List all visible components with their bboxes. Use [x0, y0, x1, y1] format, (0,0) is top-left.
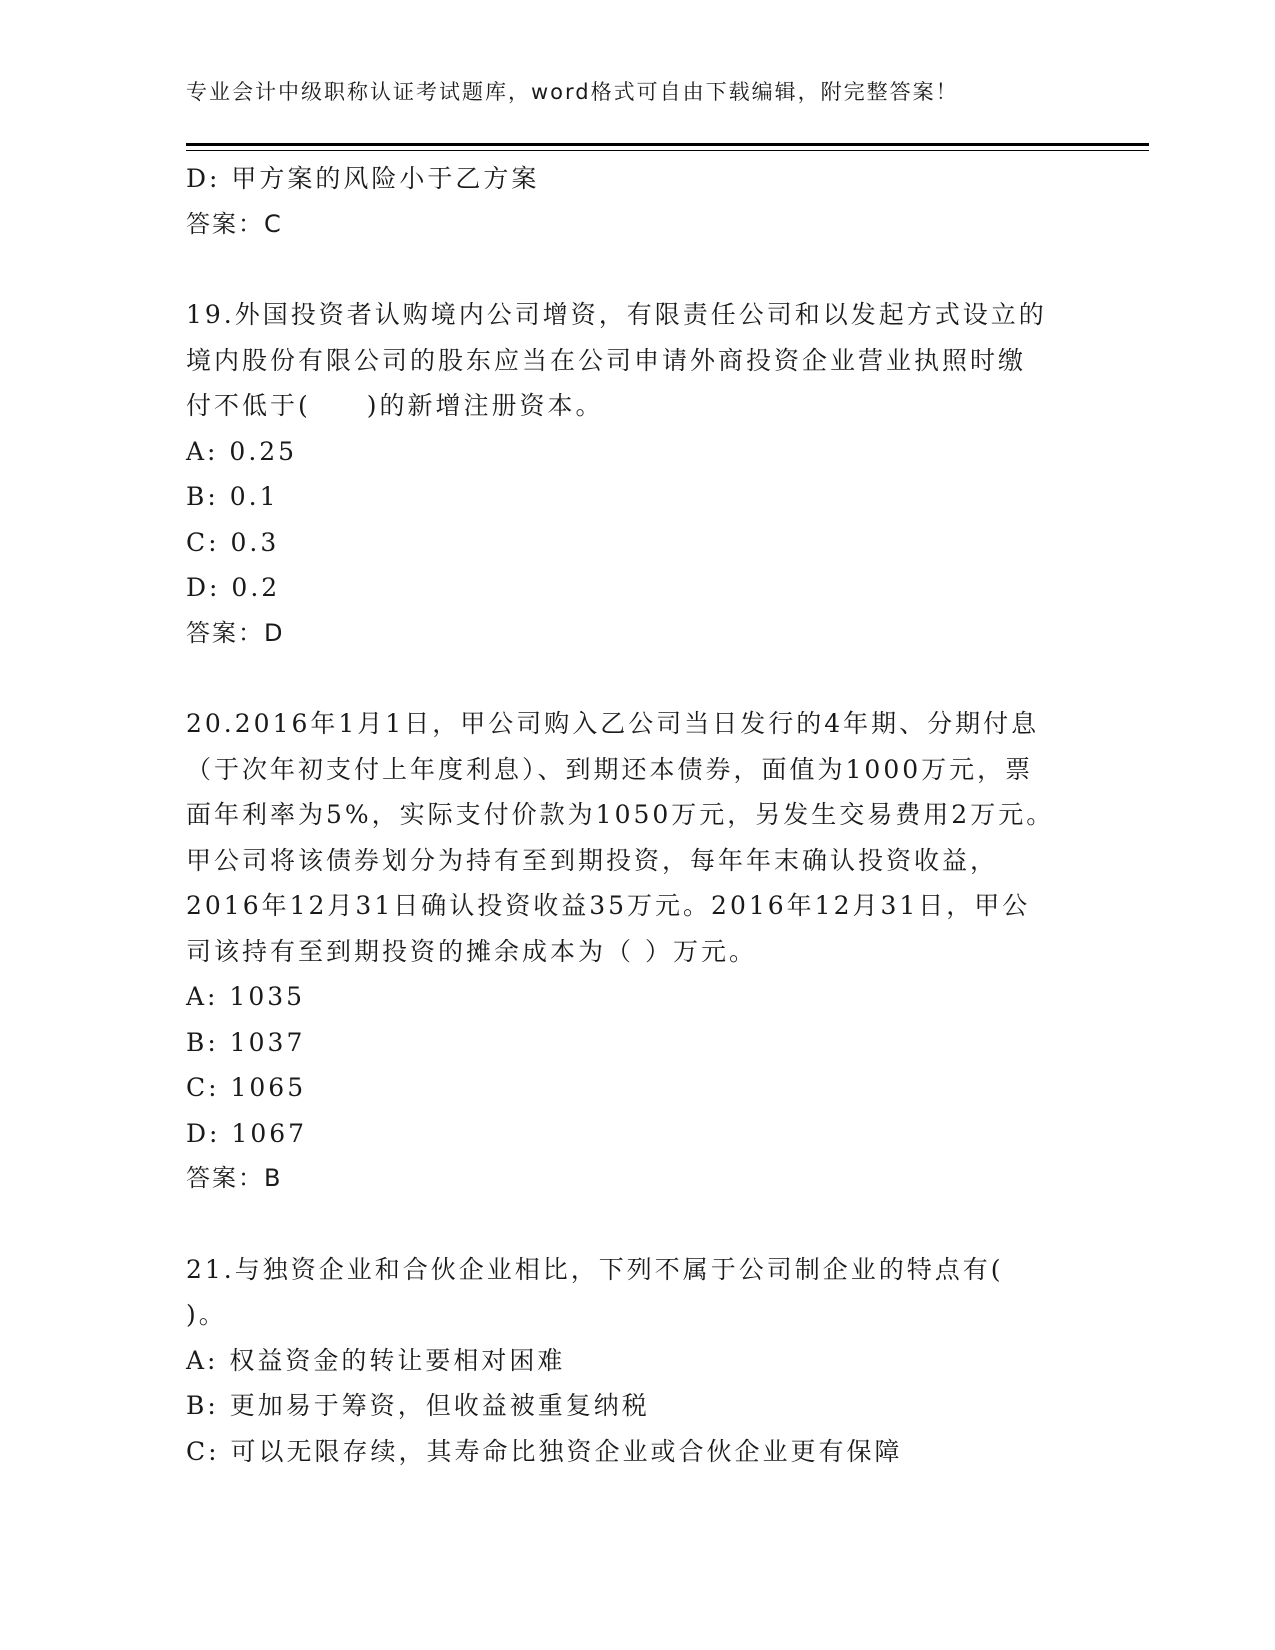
option-b: B: 更加易于筹资，但收益被重复纳税	[186, 1391, 650, 1420]
question-stem-line: 21.与独资企业和合伙企业相比，下列不属于公司制企业的特点有(	[186, 1254, 1004, 1284]
question-stem-line: 付不低于( )的新增注册资本。	[186, 391, 604, 420]
header-divider-thick	[186, 143, 1149, 146]
question-19	[186, 292, 1086, 656]
header-divider-thin	[186, 150, 1149, 151]
question-stem-line: 司该持有至到期投资的摊余成本为（ ）万元。	[186, 936, 757, 966]
answer: 答案：C	[186, 209, 283, 238]
document-body	[186, 156, 1086, 1474]
option-c: C: 0.3	[186, 527, 280, 557]
option-b: B: 0.1	[186, 482, 279, 511]
question-stem-line: )。	[186, 1300, 227, 1329]
spacer	[186, 247, 1086, 292]
question-stem-line: 甲公司将该债券划分为持有至到期投资，每年年末确认投资收益，	[186, 845, 999, 875]
option-a: A: 1035	[186, 982, 306, 1011]
question-21	[186, 1247, 1086, 1475]
option-a: A: 0.25	[186, 436, 298, 466]
option-d: D: 1067	[186, 1118, 308, 1148]
option-d: D: 甲方案的风险小于乙方案	[186, 164, 540, 193]
question-stem-line: 20.2016年1月1日，甲公司购入乙公司当日发行的4年期、分期付息	[186, 709, 1040, 738]
question-stem-line: 19.外国投资者认购境内公司增资，有限责任公司和以发起方式设立的	[186, 300, 1047, 329]
question-stem-line: （于次年初支付上年度利息）、到期还本债券，面值为1000万元，票	[186, 754, 1034, 784]
question-stem-line: 境内股份有限公司的股东应当在公司申请外商投资企业营业执照时缴	[186, 345, 1027, 375]
question-20	[186, 701, 1086, 1202]
option-b: B: 1037	[186, 1027, 306, 1057]
option-a: A: 权益资金的转让要相对困难	[186, 1345, 566, 1375]
option-d: D: 0.2	[186, 573, 281, 602]
spacer	[186, 656, 1086, 701]
spacer	[186, 1202, 1086, 1247]
option-c: C: 1065	[186, 1073, 307, 1102]
answer: 答案：B	[186, 1164, 283, 1192]
question-stem-line: 2016年12月31日确认投资收益35万元。2016年12月31日，甲公	[186, 891, 1031, 920]
question-stem-line: 面年利率为5%，实际支付价款为1050万元，另发生交易费用2万元。	[186, 800, 1055, 829]
option-c: C: 可以无限存续，其寿命比独资企业或合伙企业更有保障	[186, 1436, 903, 1466]
previous-question-tail	[186, 156, 1086, 247]
answer: 答案：D	[186, 618, 285, 647]
page-header: 专业会计中级职称认证考试题库，word格式可自由下载编辑，附完整答案！	[186, 80, 959, 104]
